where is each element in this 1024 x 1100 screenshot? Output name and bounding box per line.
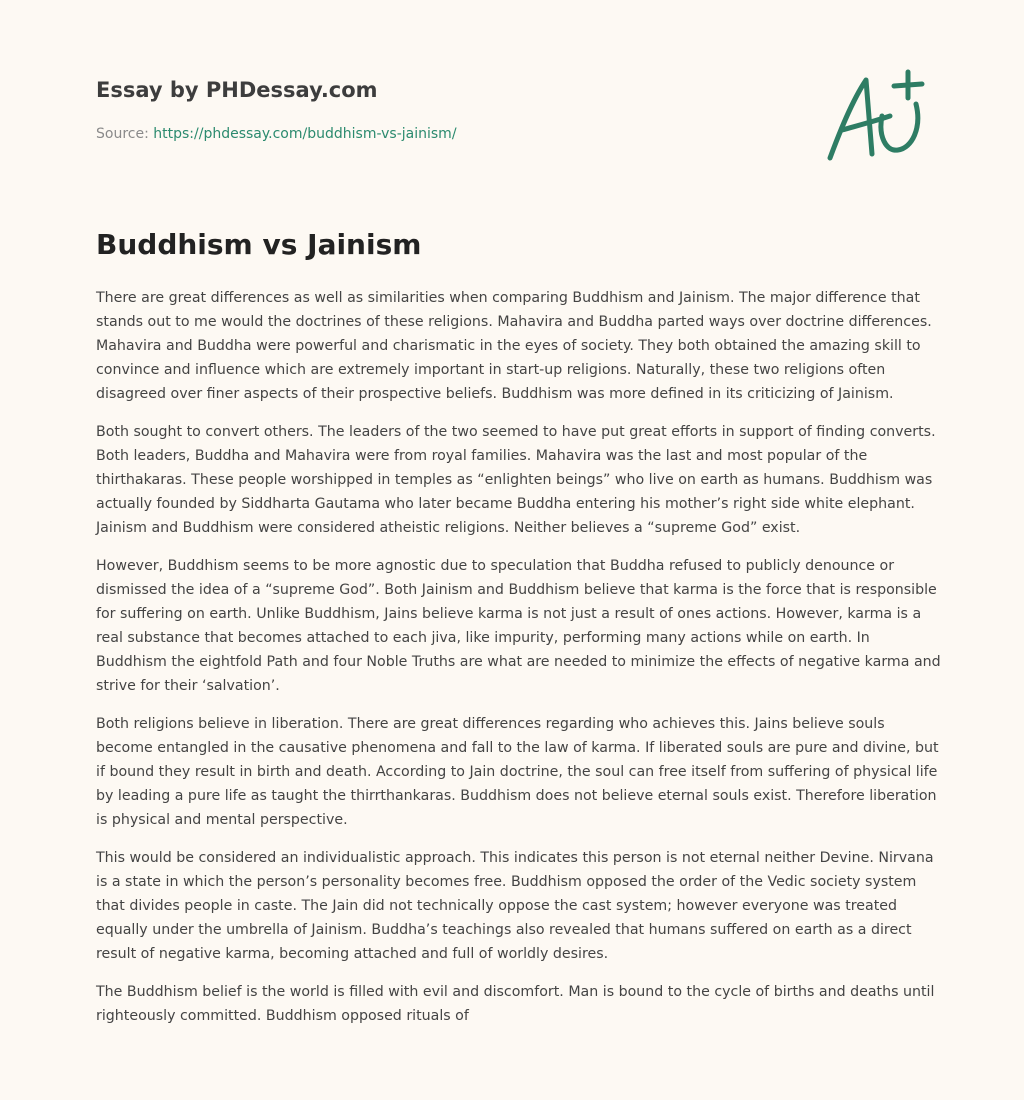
source-link[interactable]: https://phdessay.com/buddhism-vs-jainism/	[153, 126, 457, 142]
source-label: Source:	[96, 126, 154, 142]
essay-paragraph: Both sought to convert others. The leaders of the two seemed to have put great efforts in support of finding converts. Both leaders, Buddha and Mahavira were from royal families. Mahavira was the last and most popular of the thirthakaras. These people worshipped in temples as “enlighten beings” who live on earth as humans. Buddhism was actually founded by Siddharta Gautama who later became Buddha entering his mother’s right side white elephant. Jainism and Buddhism were considered atheistic religions. Neither believes a “supreme God” exist.	[96, 424, 936, 536]
essay-body	[96, 286, 942, 1042]
essay-paragraph: This would be considered an individualistic approach. This indicates this person is not eternal neither Devine. Nirvana is a state in which the person’s personality becomes free. Buddhism opposed the order of the Vedic society system that divides people in caste. The Jain did not technically oppose the cast system; however everyone was treated equally under the umbrella of Jainism. Buddha’s teachings also revealed that humans suffered on earth as a direct result of negative karma, becoming attached and full of worldly desires.	[96, 850, 934, 962]
essay-paragraph: There are great differences as well as similarities when comparing Buddhism and Jainism. The major difference that stands out to me would the doctrines of these religions. Mahavira and Buddha parted ways over doctrine differences. Mahavira and Buddha were powerful and charismatic in the eyes of society. They both obtained the amazing skill to convince and influence which are extremely important in start-up religions. Naturally, these two religions often disagreed over finer aspects of their prospective beliefs. Buddhism was more defined in its criticizing of Jainism.	[96, 290, 932, 402]
brand-title: Essay by PHDessay.com	[96, 78, 378, 102]
essay-header	[96, 76, 756, 144]
a-plus-logo-icon	[820, 66, 930, 166]
essay-paragraph: The Buddhism belief is the world is filled with evil and discomfort. Man is bound to the cycle of births and deaths until righteously committed. Buddhism opposed rituals of	[96, 984, 935, 1024]
essay-paragraph: Both religions believe in liberation. There are great differences regarding who achieves this. Jains believe souls become entangled in the causative phenomena and fall to the law of karma. If liberated souls are pure and divine, but if bound they result in birth and death. According to Jain doctrine, the soul can free itself from suffering of physical life by leading a pure life as taught the thirrthankaras. Buddhism does not believe eternal souls exist. Therefore liberation is physical and mental perspective.	[96, 716, 939, 828]
essay-title: Buddhism vs Jainism	[96, 228, 422, 261]
essay-paragraph: However, Buddhism seems to be more agnostic due to speculation that Buddha refused to publicly denounce or dismissed the idea of a “supreme God”. Both Jainism and Buddhism believe that karma is the force that is responsible for suffering on earth. Unlike Buddhism, Jains believe karma is not just a result of ones actions. However, karma is a real substance that becomes attached to each jiva, like impurity, performing many actions while on earth. In Buddhism the eightfold Path and four Noble Truths are what are needed to minimize the effects of negative karma and strive for their ‘salvation’.	[96, 558, 941, 694]
source-line	[96, 124, 756, 144]
